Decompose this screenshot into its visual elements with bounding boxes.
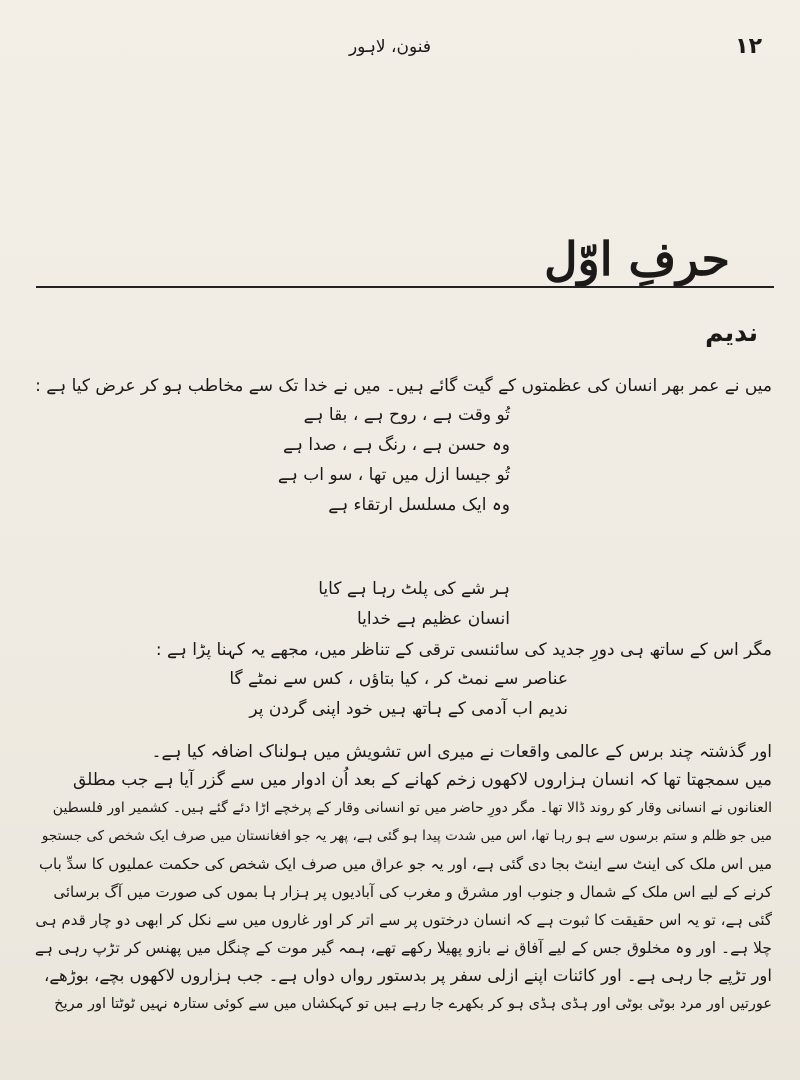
body-line: گئی ہے، تو یہ اس حقیقت کا ثبوت ہے کہ انسان درختوں پر سے اتر کر اور غاروں میں سے نکل کر ابھی دو چار قدم ہی (35, 911, 772, 929)
verse-stanza-3 (229, 664, 568, 724)
body-paragraph (32, 738, 772, 1018)
verse-line: انسان عظیم ہے خدایا (356, 609, 510, 629)
verse-line: تُو جیسا ازل میں تھا ، سو اب ہے (277, 465, 510, 485)
running-head: فنون، لاہور (348, 37, 432, 57)
verse-line: ندیم اب آدمی کے ہاتھ ہیں خود اپنی گردن پر (249, 699, 568, 719)
intro-paragraph (32, 372, 772, 400)
verse-stanza-1 (278, 400, 510, 520)
body-line: اور تڑپے جا رہی ہے۔ اور کائنات اپنے ازلی سفر پر بدستور رواں دواں ہے۔ جب ہزاروں لاکھوں بچے، بوڑھے، (44, 966, 772, 985)
verse-line: ہر شے کی پلٹ رہا ہے کایا (318, 579, 510, 599)
body-line: میں سمجھتا تھا کہ انسان ہزاروں لاکھوں زخم کھانے کے بعد اُن ادوار میں سے گزر آیا ہے جب مطلق (72, 770, 772, 790)
verse-line: عناصر سے نمٹ کر ، کیا بتاؤں ، کس سے نمٹے گا (229, 669, 568, 689)
body-line: کرنے کے لیے اس ملک کے شمال و جنوب اور مشرق و مغرب کی آبادیوں پر ہزار ہا بموں کی صورت میں آگ برسائی (53, 883, 772, 901)
body-line: میں اس ملک کی اینٹ سے اینٹ بجا دی گئی ہے، اور یہ جو عراق میں صرف ایک شخص کی حکمت عملیوں کا سدِّ باب (38, 855, 772, 873)
verse-line: وہ حسن ہے ، رنگ ہے ، صدا ہے (283, 435, 510, 455)
intro-line: میں نے عمر بھر انسان کی عظمتوں کے گیت گائے ہیں۔ میں نے خدا تک سے مخاطب ہو کر عرض کیا ہے : (35, 376, 772, 396)
title-divider (36, 286, 774, 288)
body-line: العنانوں نے انسانی وقار کو روند ڈالا تھا۔ مگر دورِ حاضر میں تو انسانی وقار کے پرخچے اڑا دئے گئے ہیں۔ کشمیر اور فلسطین (52, 800, 772, 816)
section-title: حرفِ اوّل (544, 232, 730, 286)
verse-line: وہ ایک مسلسل ارتقاء ہے (328, 495, 510, 515)
transition-line: مگر اس کے ساتھ ہی دورِ جدید کی سائنسی ترقی کے تناظر میں، مجھے یہ کہنا پڑا ہے : (155, 640, 772, 660)
page-number: ۱۲ (735, 34, 762, 59)
transition-paragraph (32, 636, 772, 664)
body-line: چلا ہے۔ اور وہ مخلوق جس کے لیے آفاق نے بازو پھیلا رکھے تھے، ہمہ گیر موت کے چنگل میں پھنس کر تڑپ رہی ہے (34, 939, 772, 957)
body-line: اور گذشتہ چند برس کے عالمی واقعات نے میری اس تشویش میں ہولناک اضافہ کیا ہے۔ (151, 742, 772, 762)
salutation: ندیم (705, 318, 758, 347)
body-line: عورتیں اور مرد بوٹی بوٹی اور ہڈی ہڈی ہو کر بکھرے جا رہے ہیں تو کہکشاں میں سے کوئی ستارہ نہیں ٹوٹتا اور مریخ (54, 996, 772, 1012)
verse-stanza-2 (318, 574, 510, 634)
verse-line: تُو وقت ہے ، روح ہے ، بقا ہے (303, 405, 510, 425)
body-line: میں جو ظلم و ستم برسوں سے ہو رہا تھا، اس میں شدت پیدا ہو گئی ہے، پھر یہ جو افغانستان میں صرف ایک شخص کی جستجو (41, 828, 772, 844)
